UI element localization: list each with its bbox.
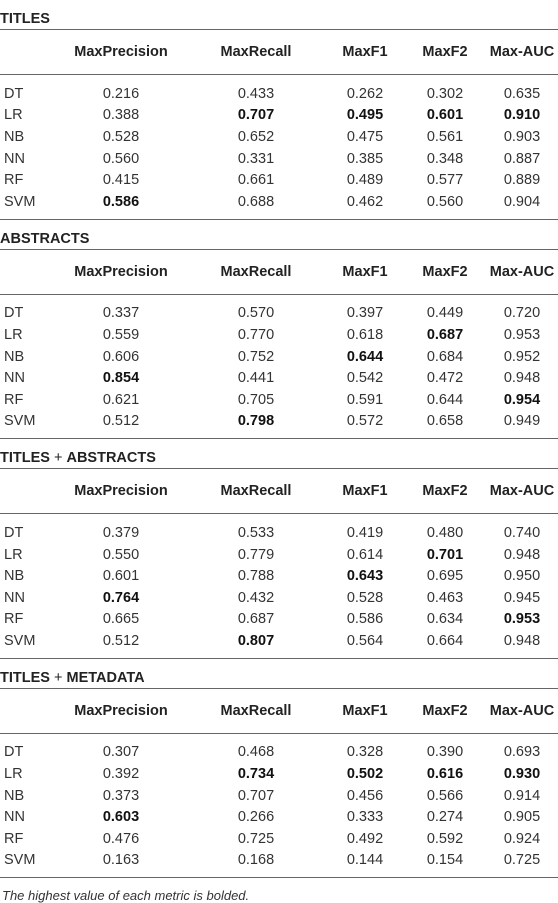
row-label: LR [4, 107, 23, 124]
header-row [0, 30, 558, 75]
metric-cell: 0.954 [503, 391, 541, 408]
table-row [0, 850, 558, 878]
metric-cell: 0.601 [426, 107, 464, 124]
section-title [0, 220, 558, 250]
metric-cell: 0.603 [102, 809, 140, 826]
metric-cell: 0.163 [102, 852, 140, 869]
metric-cell: 0.788 [237, 568, 275, 585]
metric-cell: 0.564 [346, 632, 384, 649]
table-row [0, 609, 558, 631]
metric-cell: 0.392 [102, 766, 140, 783]
table-row [0, 806, 558, 828]
section-block [0, 659, 558, 879]
metric-cell: 0.687 [237, 611, 275, 628]
metric-cell: 0.779 [237, 546, 275, 563]
footnote: The highest value of each metric is bolded. [2, 888, 250, 903]
metric-cell: 0.476 [102, 830, 140, 847]
section-title [0, 439, 558, 469]
row-label: SVM [4, 632, 36, 649]
metric-cell: 0.945 [503, 589, 541, 606]
section-title-text: TITLES [0, 11, 50, 27]
metric-cell: 0.707 [237, 787, 275, 804]
section-title-separator: + [49, 669, 67, 686]
metric-cell: 0.905 [503, 809, 541, 826]
row-label: NN [4, 589, 25, 606]
header-row [0, 689, 558, 734]
column-header: Max-AUC [486, 30, 558, 75]
section-block [0, 439, 558, 659]
metric-cell: 0.154 [426, 852, 464, 869]
metric-cell: 0.616 [426, 766, 464, 783]
table-row [0, 785, 558, 807]
row-label: RF [4, 611, 24, 628]
column-header [0, 689, 56, 734]
row-label: NN [4, 370, 25, 387]
metric-cell: 0.644 [426, 391, 464, 408]
metric-cell: 0.950 [503, 568, 541, 585]
metric-cell: 0.475 [346, 128, 384, 145]
metric-cell: 0.807 [237, 632, 275, 649]
table-row [0, 763, 558, 785]
section-title [0, 659, 558, 689]
metric-cell: 0.734 [237, 766, 275, 783]
row-label: RF [4, 172, 24, 189]
column-header: MaxRecall [186, 30, 326, 75]
metric-cell: 0.472 [426, 370, 464, 387]
metric-cell: 0.432 [237, 589, 275, 606]
column-header: MaxPrecision [56, 30, 186, 75]
metric-cell: 0.337 [102, 305, 140, 322]
section-title-text: ABSTRACTS [0, 230, 90, 247]
metric-cell: 0.887 [503, 150, 541, 167]
metric-cell: 0.930 [503, 766, 541, 783]
metric-cell: 0.904 [503, 193, 541, 210]
column-header [0, 30, 56, 75]
metric-cell: 0.854 [102, 370, 140, 387]
row-label: NB [4, 787, 25, 804]
table-row [0, 828, 558, 850]
row-label: LR [4, 326, 23, 343]
table-row [0, 565, 558, 587]
metric-cell: 0.695 [426, 568, 464, 585]
metric-cell: 0.949 [503, 413, 541, 430]
metric-cell: 0.542 [346, 370, 384, 387]
row-label: DT [4, 85, 24, 102]
metrics-table [0, 689, 558, 878]
metric-cell: 0.566 [426, 787, 464, 804]
metric-cell: 0.652 [237, 128, 275, 145]
metric-cell: 0.379 [102, 524, 140, 541]
metric-cell: 0.550 [102, 546, 140, 563]
metric-cell: 0.419 [346, 524, 384, 541]
metric-cell: 0.331 [237, 150, 275, 167]
metric-cell: 0.307 [102, 744, 140, 761]
metric-cell: 0.770 [237, 326, 275, 343]
section-title-part-b: ABSTRACTS [66, 450, 156, 467]
metric-cell: 0.725 [237, 830, 275, 847]
metric-cell: 0.480 [426, 524, 464, 541]
metric-cell: 0.385 [346, 150, 384, 167]
metric-cell: 0.618 [346, 326, 384, 343]
metric-cell: 0.144 [346, 852, 384, 869]
table-row [0, 126, 558, 148]
metric-cell: 0.216 [102, 85, 140, 102]
metric-cell: 0.752 [237, 348, 275, 365]
metric-cell: 0.707 [237, 107, 275, 124]
column-header: MaxRecall [186, 250, 326, 295]
metric-cell: 0.889 [503, 172, 541, 189]
metric-cell: 0.274 [426, 809, 464, 826]
row-label: DT [4, 744, 24, 761]
metric-cell: 0.168 [237, 852, 275, 869]
metric-cell: 0.658 [426, 413, 464, 430]
metric-cell: 0.415 [102, 172, 140, 189]
column-header: MaxF1 [326, 30, 404, 75]
header-row [0, 469, 558, 514]
metric-cell: 0.262 [346, 85, 384, 102]
column-header: Max-AUC [486, 250, 558, 295]
metric-cell: 0.644 [346, 348, 384, 365]
metric-cell: 0.621 [102, 391, 140, 408]
metric-cell: 0.489 [346, 172, 384, 189]
table-row [0, 587, 558, 609]
metric-cell: 0.559 [102, 326, 140, 343]
metric-cell: 0.463 [426, 589, 464, 606]
metric-cell: 0.664 [426, 632, 464, 649]
metrics-table [0, 30, 558, 219]
metric-cell: 0.373 [102, 787, 140, 804]
section-title-separator: + [49, 450, 67, 467]
metric-cell: 0.456 [346, 787, 384, 804]
metric-cell: 0.798 [237, 413, 275, 430]
column-header [0, 250, 56, 295]
metric-cell: 0.684 [426, 348, 464, 365]
metric-cell: 0.701 [426, 546, 464, 563]
table-row [0, 191, 558, 219]
metric-cell: 0.441 [237, 370, 275, 387]
column-header: MaxF1 [326, 689, 404, 734]
column-header: MaxF2 [404, 30, 486, 75]
row-label: RF [4, 391, 24, 408]
column-header: MaxF2 [404, 250, 486, 295]
table-row [0, 514, 558, 544]
metric-cell: 0.468 [237, 744, 275, 761]
metric-cell: 0.570 [237, 305, 275, 322]
metric-cell: 0.586 [102, 193, 140, 210]
metric-cell: 0.462 [346, 193, 384, 210]
row-label: LR [4, 546, 23, 563]
metric-cell: 0.533 [237, 524, 275, 541]
metric-cell: 0.948 [503, 370, 541, 387]
table-row [0, 389, 558, 411]
section-block [0, 0, 558, 220]
table-row [0, 148, 558, 170]
table-row [0, 544, 558, 566]
row-label: SVM [4, 852, 36, 869]
row-label: RF [4, 830, 24, 847]
metric-cell: 0.948 [503, 632, 541, 649]
metric-cell: 0.764 [102, 589, 140, 606]
table-row [0, 169, 558, 191]
table-row [0, 411, 558, 439]
metric-cell: 0.492 [346, 830, 384, 847]
section-title-part-b: METADATA [66, 669, 145, 686]
section-block [0, 220, 558, 440]
metric-cell: 0.333 [346, 809, 384, 826]
header-row [0, 250, 558, 295]
metric-cell: 0.634 [426, 611, 464, 628]
metrics-table [0, 469, 558, 658]
table-row [0, 630, 558, 658]
table-row [0, 324, 558, 346]
metric-cell: 0.661 [237, 172, 275, 189]
section-title [0, 0, 558, 30]
metric-cell: 0.720 [503, 305, 541, 322]
metric-cell: 0.693 [503, 744, 541, 761]
metric-cell: 0.705 [237, 391, 275, 408]
row-label: NB [4, 348, 25, 365]
metric-cell: 0.687 [426, 326, 464, 343]
row-label: LR [4, 766, 23, 783]
metric-cell: 0.601 [102, 568, 140, 585]
metric-cell: 0.924 [503, 830, 541, 847]
metric-cell: 0.740 [503, 524, 541, 541]
column-header: MaxF1 [326, 469, 404, 514]
table-row [0, 294, 558, 324]
metric-cell: 0.665 [102, 611, 140, 628]
column-header: MaxPrecision [56, 469, 186, 514]
column-header: MaxF2 [404, 469, 486, 514]
row-label: SVM [4, 413, 36, 430]
metric-cell: 0.560 [102, 150, 140, 167]
metric-cell: 0.614 [346, 546, 384, 563]
row-label: SVM [4, 193, 36, 210]
table-row [0, 367, 558, 389]
metric-cell: 0.606 [102, 348, 140, 365]
metric-cell: 0.914 [503, 787, 541, 804]
row-label: NB [4, 128, 25, 145]
metric-cell: 0.302 [426, 85, 464, 102]
metric-cell: 0.348 [426, 150, 464, 167]
metric-cell: 0.328 [346, 744, 384, 761]
metric-cell: 0.560 [426, 193, 464, 210]
metric-cell: 0.388 [102, 107, 140, 124]
column-header: MaxPrecision [56, 250, 186, 295]
metric-cell: 0.512 [102, 632, 140, 649]
row-label: NN [4, 809, 25, 826]
metric-cell: 0.528 [346, 589, 384, 606]
metric-cell: 0.449 [426, 305, 464, 322]
table-row [0, 75, 558, 105]
row-label: NN [4, 150, 25, 167]
metric-cell: 0.433 [237, 85, 275, 102]
metric-cell: 0.688 [237, 193, 275, 210]
metric-cell: 0.903 [503, 128, 541, 145]
section-title-part-a: TITLES [0, 669, 50, 686]
metric-cell: 0.948 [503, 546, 541, 563]
metric-cell: 0.953 [503, 326, 541, 343]
row-label: DT [4, 524, 24, 541]
column-header: MaxRecall [186, 689, 326, 734]
metric-cell: 0.572 [346, 413, 384, 430]
metric-cell: 0.495 [346, 107, 384, 124]
metric-cell: 0.591 [346, 391, 384, 408]
metric-cell: 0.586 [346, 611, 384, 628]
metric-cell: 0.561 [426, 128, 464, 145]
table-row [0, 346, 558, 368]
metric-cell: 0.635 [503, 85, 541, 102]
column-header: MaxF2 [404, 689, 486, 734]
metric-cell: 0.953 [503, 611, 541, 628]
metric-cell: 0.952 [503, 348, 541, 365]
row-label: NB [4, 568, 25, 585]
column-header: MaxRecall [186, 469, 326, 514]
metric-cell: 0.397 [346, 305, 384, 322]
metric-cell: 0.577 [426, 172, 464, 189]
metrics-table [0, 250, 558, 439]
metric-cell: 0.592 [426, 830, 464, 847]
metric-cell: 0.643 [346, 568, 384, 585]
metric-cell: 0.528 [102, 128, 140, 145]
metric-cell: 0.910 [503, 107, 541, 124]
metric-cell: 0.725 [503, 852, 541, 869]
metric-cell: 0.390 [426, 744, 464, 761]
column-header: Max-AUC [486, 469, 558, 514]
column-header: Max-AUC [486, 689, 558, 734]
row-label: DT [4, 305, 24, 322]
column-header: MaxF1 [326, 250, 404, 295]
metric-cell: 0.502 [346, 766, 384, 783]
table-row [0, 105, 558, 127]
metric-cell: 0.266 [237, 809, 275, 826]
table-row [0, 733, 558, 763]
column-header: MaxPrecision [56, 689, 186, 734]
column-header [0, 469, 56, 514]
section-title-part-a: TITLES [0, 450, 50, 467]
metric-cell: 0.512 [102, 413, 140, 430]
